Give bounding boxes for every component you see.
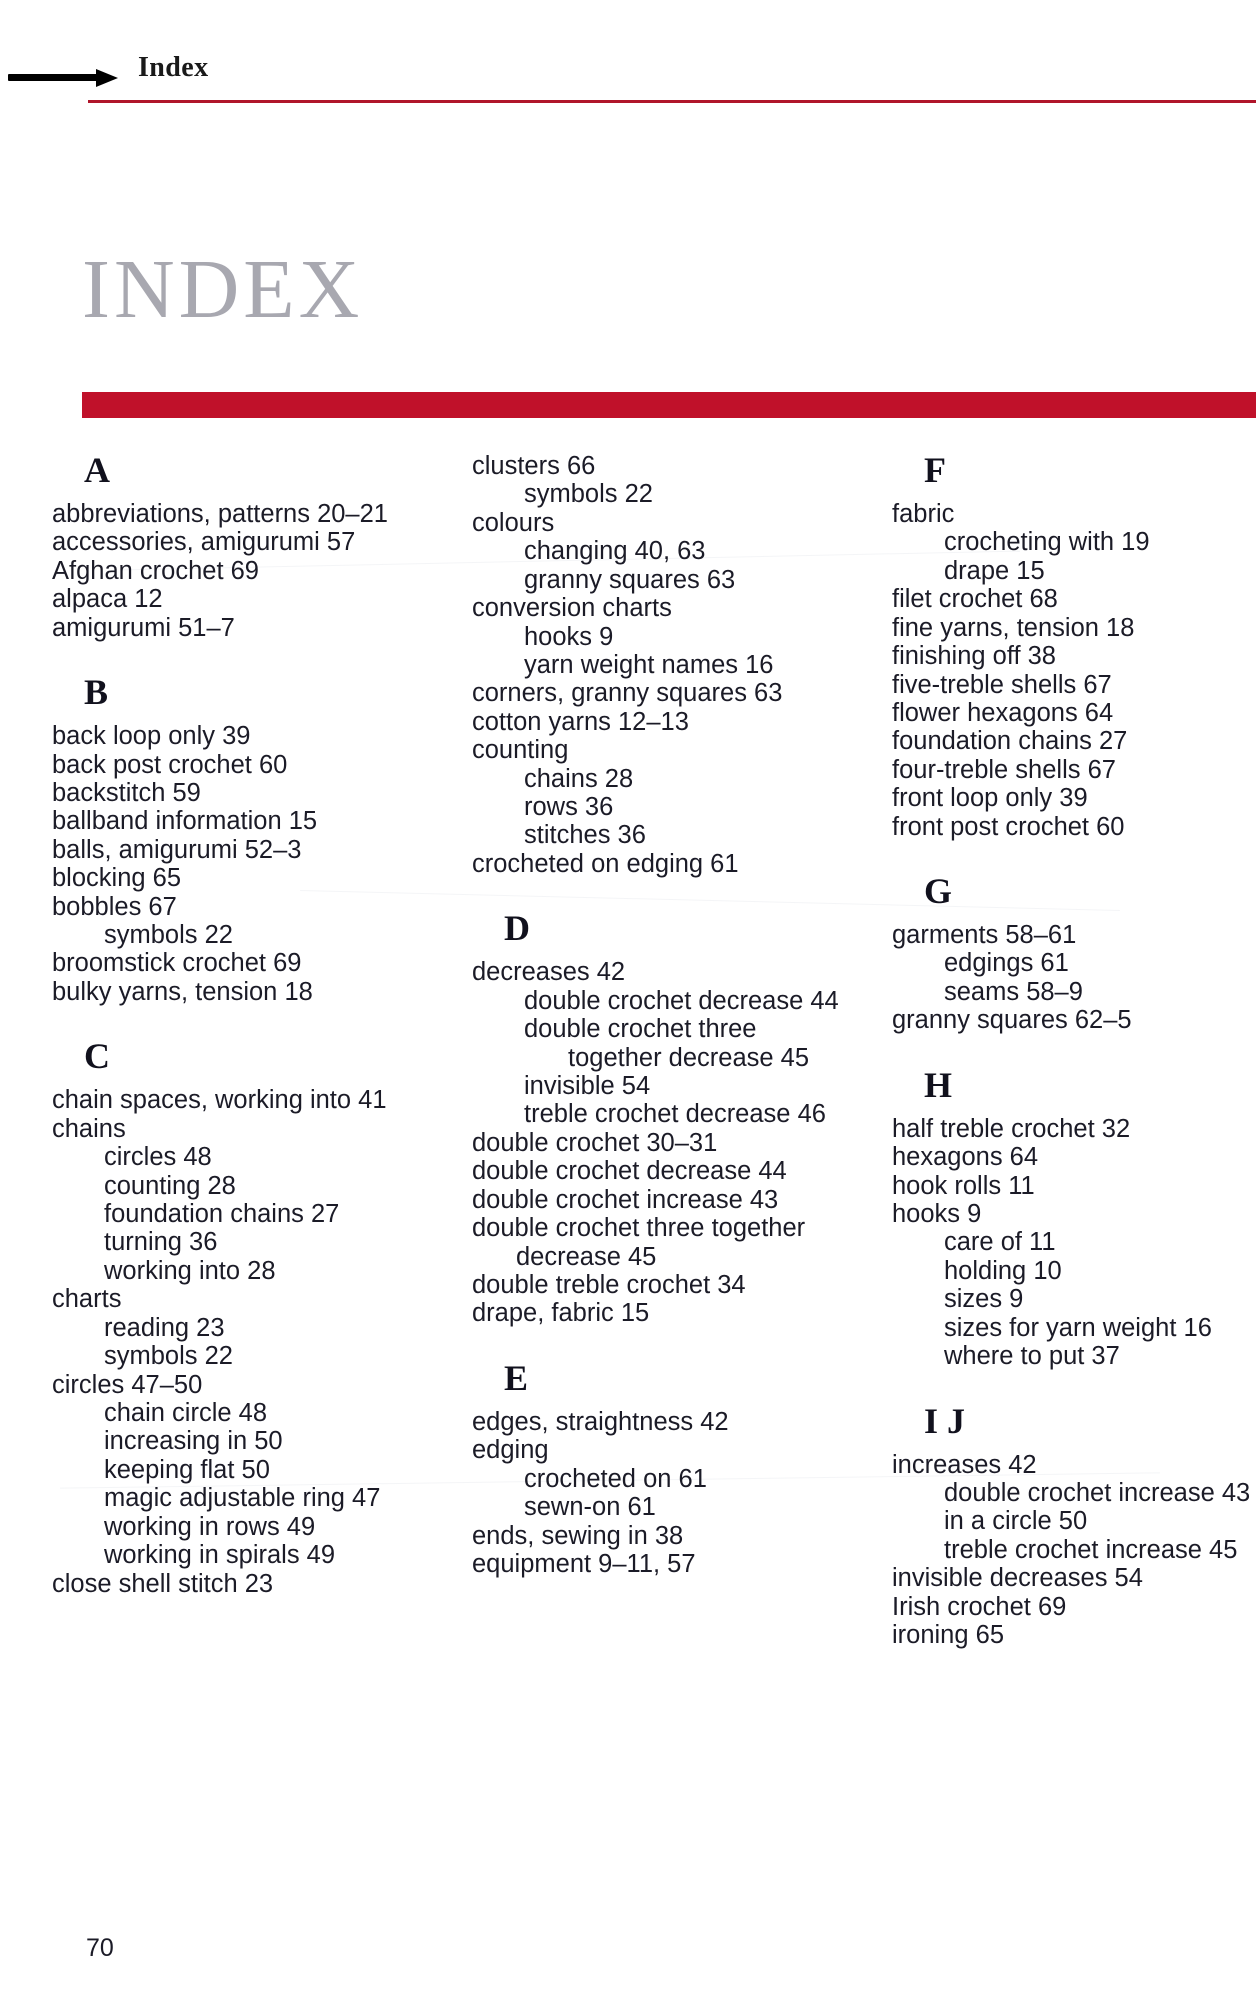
index-entry: [892, 698, 1256, 727]
index-entry-text: chain spaces, working into 41: [52, 1086, 387, 1115]
index-entry: [892, 812, 1256, 841]
index-entry-text: charts: [52, 1285, 122, 1314]
index-entry: [52, 722, 427, 751]
index-entry-text: double crochet increase 43: [472, 1185, 779, 1214]
index-letter-group: [52, 672, 427, 1006]
index-entry-text: stitches 36: [524, 821, 646, 850]
index-entry: [472, 736, 847, 765]
index-entry: [52, 1285, 427, 1314]
index-entry-text: drape 15: [944, 556, 1045, 585]
index-entry: [922, 949, 1256, 977]
index-entry: [472, 1549, 847, 1578]
index-entry: [892, 921, 1256, 950]
index-entry: [502, 537, 847, 565]
index-entry-text: ends, sewing in 38: [472, 1521, 684, 1550]
index-entry-text: flower hexagons 64: [892, 698, 1114, 727]
index-entry: [52, 778, 427, 807]
index-entry-text: symbols 22: [104, 1342, 233, 1371]
index-entry: [892, 1621, 1256, 1650]
index-entry-list: [892, 500, 1256, 841]
index-entry-text: foundation chains 27: [892, 727, 1128, 756]
index-entry-text: counting 28: [104, 1171, 236, 1200]
index-entry: [472, 958, 847, 987]
index-entry: [472, 1270, 847, 1299]
index-entry: [472, 1436, 847, 1465]
index-letter-heading: A: [84, 450, 110, 490]
index-entry: [892, 642, 1256, 671]
index-entry-text: alpaca 12: [52, 585, 163, 614]
index-entry-text: double treble crochet 34: [472, 1270, 746, 1299]
index-entry-text: broomstick crochet 69: [52, 949, 302, 978]
index-entry-list: [472, 452, 847, 878]
index-entry-text: double crochet decrease 44: [472, 1157, 787, 1186]
index-entry: [502, 1100, 847, 1128]
index-entry: [472, 849, 847, 878]
index-entry-text: yarn weight names 16: [524, 650, 774, 679]
index-entry: [472, 452, 847, 480]
index-entry-text: working in rows 49: [104, 1512, 316, 1541]
index-entry-text: Afghan crochet 69: [52, 556, 259, 585]
index-entry-list: [892, 1450, 1256, 1650]
index-entry-text: ironing 65: [892, 1621, 1004, 1650]
index-entry: [82, 1228, 427, 1256]
index-entry-text: increasing in 50: [104, 1427, 283, 1456]
index-entry-text: blocking 65: [52, 864, 182, 893]
index-entry: [922, 1536, 1256, 1564]
index-letter-group: [892, 1064, 1256, 1371]
page-title: INDEX: [82, 243, 364, 336]
index-entry-text: symbols 22: [104, 921, 233, 950]
index-entry-text: edges, straightness 42: [472, 1407, 729, 1436]
index-entry: [52, 500, 427, 528]
index-entry: [892, 670, 1256, 699]
index-entry: [52, 807, 427, 836]
index-entry-text: conversion charts: [472, 594, 672, 623]
page-number: 70: [86, 1934, 114, 1962]
index-entry: [922, 1479, 1256, 1507]
index-entry-text: turning 36: [104, 1228, 218, 1257]
index-letter-group: [472, 1357, 847, 1579]
index-entry: [472, 679, 847, 708]
index-entry-text: increases 42: [892, 1450, 1037, 1479]
index-entry-text: sizes 9: [944, 1285, 1024, 1314]
index-entry: [502, 987, 847, 1015]
index-entry: [922, 1257, 1256, 1285]
index-entry: [472, 1214, 847, 1271]
index-entry: [892, 1450, 1256, 1479]
index-entry-text: corners, granny squares 63: [472, 679, 783, 708]
index-entry: [472, 594, 847, 623]
index-entry: [52, 1370, 427, 1399]
index-entry-text: crocheting with 19: [944, 528, 1150, 557]
index-entry: [472, 508, 847, 537]
index-entry-text: care of 11: [944, 1228, 1056, 1257]
index-entry: [472, 707, 847, 736]
index-entry-text: circles 48: [104, 1143, 212, 1172]
index-entry-text: backstitch 59: [52, 778, 201, 807]
index-entry-text: half treble crochet 32: [892, 1114, 1131, 1143]
index-entry-text: granny squares 63: [524, 565, 736, 594]
index-entry-text: drape, fabric 15: [472, 1299, 650, 1328]
index-entry: [82, 921, 427, 949]
index-letter-group: [472, 908, 847, 1328]
index-letter-heading: H: [924, 1064, 953, 1105]
index-entry-text: keeping flat 50: [104, 1455, 270, 1484]
index-entry: [82, 1513, 427, 1541]
index-entry-text: Irish crochet 69: [892, 1592, 1067, 1621]
index-letter-group: [892, 871, 1256, 1035]
index-entry: [472, 1299, 847, 1328]
index-entry-text: close shell stitch 23: [52, 1569, 274, 1598]
index-entry: [922, 978, 1256, 1006]
index-entry-list: [472, 958, 847, 1328]
index-entry: [922, 1228, 1256, 1256]
index-entry: [472, 1521, 847, 1550]
index-entry-text: equipment 9–11, 57: [472, 1549, 696, 1578]
index-entry-text: circles 47–50: [52, 1370, 203, 1399]
index-entry-text: filet crochet 68: [892, 585, 1058, 614]
index-entry: [892, 613, 1256, 642]
index-entry-text: sizes for yarn weight 16: [944, 1313, 1212, 1342]
index-entry-text: double crochet increase 43: [944, 1478, 1251, 1507]
index-letter-heading: G: [924, 871, 953, 912]
index-letter-heading: I J: [924, 1400, 966, 1441]
index-entry: [922, 1285, 1256, 1313]
index-entry-text: cotton yarns 12–13: [472, 707, 689, 736]
index-entry-text: back loop only 39: [52, 722, 251, 751]
index-entry: [502, 623, 847, 651]
index-entry-text: back post crochet 60: [52, 750, 288, 779]
index-letter-group: [892, 1400, 1256, 1650]
index-entry: [52, 1086, 427, 1115]
index-entry: [472, 1128, 847, 1157]
index-entry: [892, 1592, 1256, 1621]
index-entry-text: treble crochet increase 45: [944, 1535, 1238, 1564]
index-letter-heading: E: [504, 1357, 529, 1398]
index-entry: [52, 528, 427, 557]
index-letter-heading: C: [84, 1036, 110, 1077]
index-entry: [892, 1143, 1256, 1172]
index-entry-text: foundation chains 27: [104, 1200, 340, 1229]
index-entry-text: abbreviations, patterns 20–21: [52, 500, 388, 528]
index-letter-heading: B: [84, 672, 109, 713]
index-entry-text: hooks 9: [524, 622, 614, 651]
index-entry: [502, 651, 847, 679]
index-entry: [502, 1072, 847, 1100]
index-entry-text: decreases 42: [472, 958, 626, 987]
index-entry: [82, 1456, 427, 1484]
index-entry-text: fabric: [892, 500, 955, 528]
index-entry-text: changing 40, 63: [524, 537, 706, 566]
index-entry-text: chain circle 48: [104, 1398, 267, 1427]
index-entry-text: sewn-on 61: [524, 1493, 656, 1522]
index-entry: [472, 1185, 847, 1214]
index-entry: [52, 949, 427, 978]
index-entry: [892, 1564, 1256, 1593]
running-head-rule: [88, 100, 1256, 103]
index-entry-text: invisible decreases 54: [892, 1564, 1143, 1593]
index-entry-text: hooks 9: [892, 1200, 982, 1229]
index-entry-text: working in spirals 49: [104, 1541, 336, 1570]
index-entry-text: chains 28: [524, 764, 634, 793]
index-letter-group: [472, 452, 847, 878]
index-entry: [892, 585, 1256, 614]
index-letter-heading: F: [924, 450, 946, 490]
left-arrow-icon: [8, 72, 124, 82]
index-entry-text: front loop only 39: [892, 784, 1088, 813]
index-entry: [52, 1114, 427, 1143]
index-entry: [502, 793, 847, 821]
index-letter-group: [892, 450, 1256, 841]
index-entry-text: garments 58–61: [892, 921, 1077, 950]
index-entry: [82, 1314, 427, 1342]
index-entry-list: [472, 1407, 847, 1579]
index-entry-text: working into 28: [104, 1256, 276, 1285]
index-entry: [892, 784, 1256, 813]
index-entry-text: four-treble shells 67: [892, 755, 1116, 784]
index-entry: [472, 1157, 847, 1186]
index-entry: [52, 1569, 427, 1598]
index-entry-text: five-treble shells 67: [892, 670, 1112, 699]
index-entry: [52, 613, 427, 642]
index-entry-text: treble crochet decrease 46: [524, 1100, 826, 1129]
index-entry: [82, 1427, 427, 1455]
index-entry-text: fine yarns, tension 18: [892, 613, 1135, 642]
index-entry: [502, 566, 847, 594]
index-column-1: [52, 450, 427, 1598]
index-entry: [892, 500, 1256, 528]
index-entry: [502, 1015, 847, 1072]
index-entry-text: ballband information 15: [52, 807, 318, 836]
index-entry: [52, 977, 427, 1006]
index-entry-text: accessories, amigurumi 57: [52, 528, 356, 557]
index-entry-text: crocheted on 61: [524, 1464, 707, 1493]
index-entry: [52, 556, 427, 585]
index-entry-text: chains: [52, 1114, 126, 1143]
index-entry-text: granny squares 62–5: [892, 1006, 1132, 1035]
index-column-2: [472, 452, 847, 1578]
index-entry: [52, 750, 427, 779]
index-entry-list: [52, 722, 427, 1006]
index-entry-text: bulky yarns, tension 18: [52, 977, 313, 1006]
index-entry-text: reading 23: [104, 1313, 225, 1342]
index-letter-group: [52, 1036, 427, 1598]
index-entry-text: double crochet decrease 44: [524, 986, 839, 1015]
index-columns: [52, 450, 1256, 1902]
index-letter-heading: D: [504, 908, 530, 949]
index-entry: [922, 1314, 1256, 1342]
index-entry: [922, 1507, 1256, 1535]
index-entry-text: colours: [472, 508, 555, 537]
running-head-label: Index: [138, 52, 209, 83]
index-entry: [502, 821, 847, 849]
index-entry-text: hexagons 64: [892, 1143, 1039, 1172]
running-head: [0, 52, 1256, 112]
index-entry: [502, 1465, 847, 1493]
index-entry: [502, 480, 847, 508]
index-column-3: [892, 450, 1256, 1650]
index-entry: [502, 1493, 847, 1521]
index-entry-text: counting: [472, 736, 569, 765]
index-entry: [82, 1172, 427, 1200]
index-entry-text: holding 10: [944, 1256, 1062, 1285]
index-entry: [82, 1143, 427, 1171]
index-entry-list: [52, 1086, 427, 1598]
index-entry: [82, 1342, 427, 1370]
title-rule: [82, 392, 1256, 418]
index-entry-text: front post crochet 60: [892, 812, 1125, 841]
index-entry: [472, 1407, 847, 1436]
index-entry: [82, 1541, 427, 1569]
index-entry-text: edging: [472, 1436, 549, 1465]
index-entry: [82, 1399, 427, 1427]
index-entry-text: clusters 66: [472, 452, 596, 480]
index-entry-text: seams 58–9: [944, 977, 1083, 1006]
index-entry-text: balls, amigurumi 52–3: [52, 835, 302, 864]
index-entry-text: double crochet three together decrease 45: [524, 1015, 810, 1072]
index-entry-text: symbols 22: [524, 480, 653, 509]
index-entry-text: double crochet 30–31: [472, 1128, 718, 1157]
index-entry: [922, 557, 1256, 585]
index-entry: [502, 765, 847, 793]
index-entry: [892, 1114, 1256, 1143]
index-entry-text: bobbles 67: [52, 892, 177, 921]
index-entry: [82, 1484, 427, 1512]
index-entry: [922, 528, 1256, 556]
index-entry-text: double crochet three together decrease 45: [472, 1214, 806, 1271]
index-entry-text: in a circle 50: [944, 1507, 1088, 1536]
index-entry-text: magic adjustable ring 47: [104, 1484, 381, 1513]
index-entry-text: edgings 61: [944, 949, 1069, 978]
index-letter-group: [52, 450, 427, 642]
index-entry: [892, 1200, 1256, 1229]
index-entry-text: finishing off 38: [892, 642, 1056, 671]
index-entry: [922, 1342, 1256, 1370]
index-entry: [52, 585, 427, 614]
index-entry: [892, 755, 1256, 784]
index-entry-text: where to put 37: [944, 1342, 1120, 1371]
index-entry: [892, 1171, 1256, 1200]
index-entry-text: rows 36: [524, 793, 614, 822]
index-entry-text: amigurumi 51–7: [52, 613, 235, 642]
index-entry-text: invisible 54: [524, 1072, 651, 1101]
index-entry: [892, 727, 1256, 756]
index-entry: [52, 892, 427, 921]
index-entry: [82, 1200, 427, 1228]
index-entry-list: [52, 500, 427, 642]
index-entry: [52, 835, 427, 864]
index-entry: [82, 1257, 427, 1285]
index-entry-text: hook rolls 11: [892, 1171, 1035, 1200]
index-entry-text: crocheted on edging 61: [472, 849, 739, 878]
index-entry-list: [892, 921, 1256, 1035]
index-entry: [52, 864, 427, 893]
index-entry-list: [892, 1114, 1256, 1371]
index-entry: [892, 1006, 1256, 1035]
